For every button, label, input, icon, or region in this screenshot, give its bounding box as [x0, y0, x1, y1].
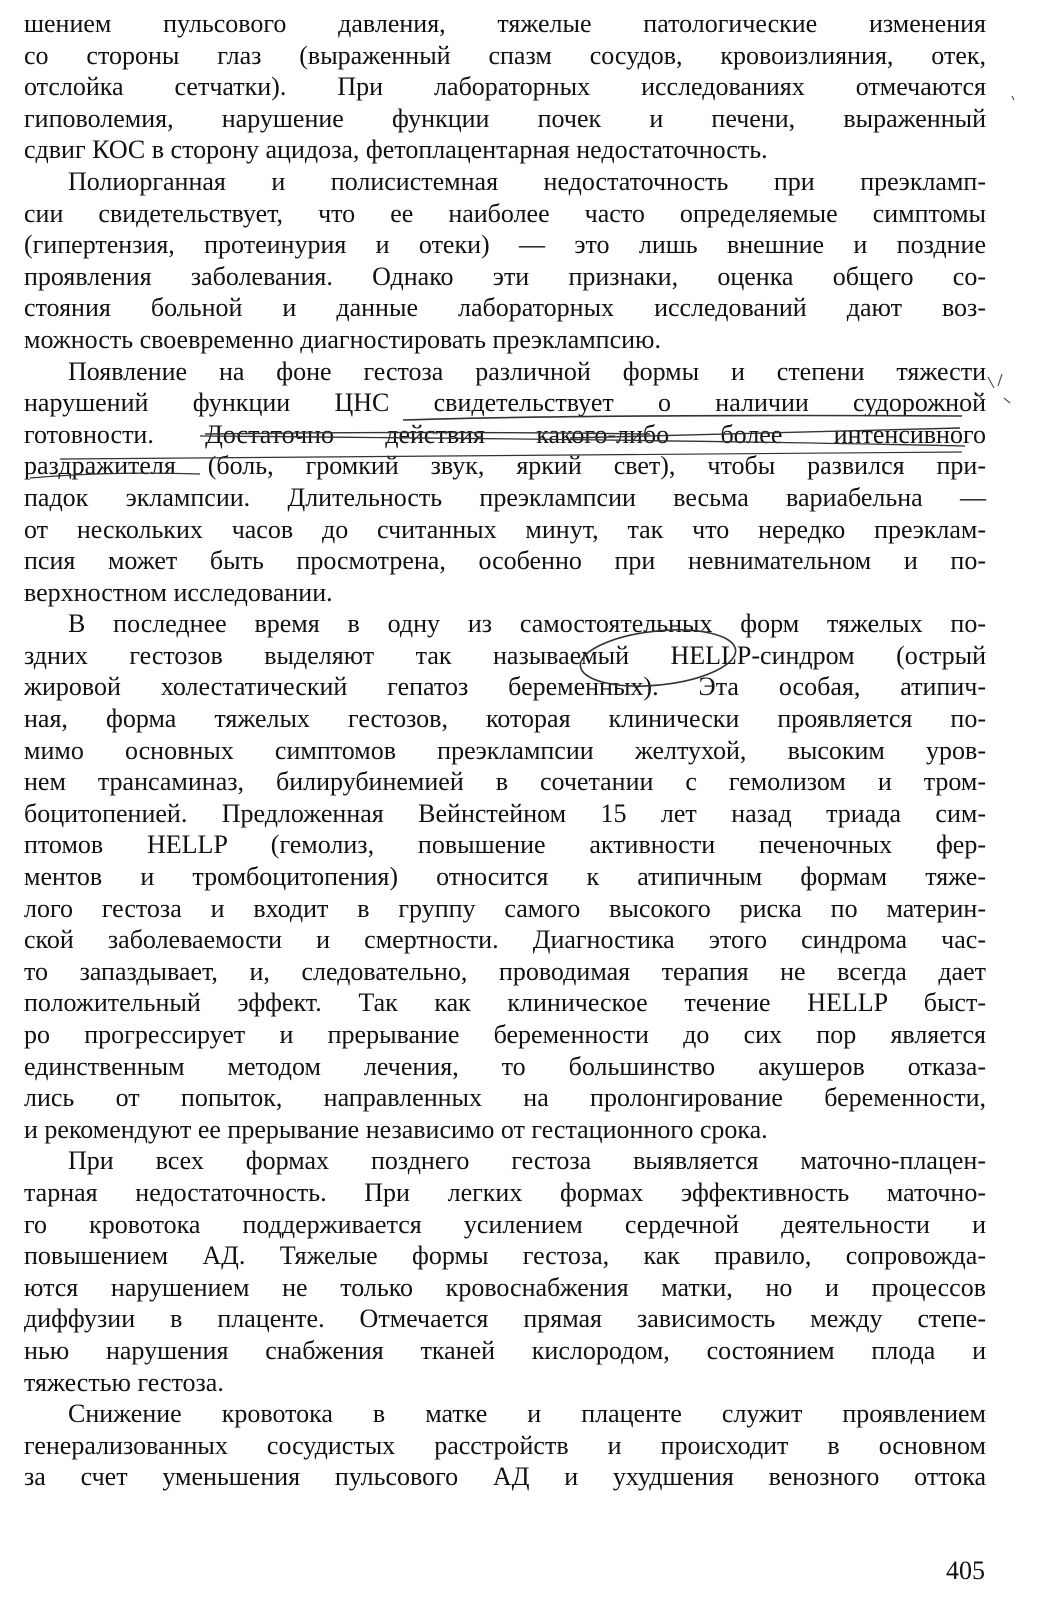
- text-line: жировой холестатический гепатоз беременных). Эта особая, атипич-: [24, 672, 986, 702]
- paragraph: [24, 356, 986, 609]
- text-line: тяжестью гестоза.: [24, 1367, 224, 1397]
- text-line: (гипертензия, протеинурия и отеки) — это лишь внешние и поздние: [24, 230, 986, 260]
- page-body: [24, 8, 986, 1493]
- text-line: за счет уменьшения пульсового АД и ухудшения венозного оттока: [24, 1462, 986, 1492]
- text-line: Полиорганная и полисистемная недостаточность при преэкламп-: [68, 166, 986, 196]
- text-line: проявления заболевания. Однако эти признаки, оценка общего со-: [24, 261, 986, 291]
- text-line: птомов HELLP (гемолиз, повышение активности печеночных фер-: [24, 830, 986, 860]
- text-line: лись от попыток, направленных на пролонгирование беременности,: [24, 1083, 986, 1113]
- text-line: раздражителя (боль, громкий звук, яркий свет), чтобы развился при-: [24, 451, 986, 481]
- text-line: верхностном исследовании.: [24, 577, 333, 607]
- text-line: Снижение кровотока в матке и плаценте служит проявлением: [68, 1399, 986, 1429]
- text-line: стояния больной и данные лабораторных исследований дают воз-: [24, 293, 986, 323]
- text-line: со стороны глаз (выраженный спазм сосудов, кровоизлияния, отек,: [24, 40, 986, 70]
- text-line: отслойка сетчатки). При лабораторных исследованиях отмечаются: [24, 72, 986, 102]
- text-line: ро прогрессирует и прерывание беременности до сих пор является: [24, 1020, 986, 1049]
- text-line: тарная недостаточность. При легких формах эффективность маточно-: [24, 1177, 986, 1207]
- pen-mark-tick: [988, 374, 1002, 388]
- paragraph: [24, 166, 986, 356]
- paragraph: [24, 8, 986, 166]
- page-number: 405: [946, 1556, 985, 1585]
- text-line: повышением АД. Тяжелые формы гестоза, как правило, сопровожда-: [24, 1241, 986, 1271]
- text-line: боцитопенией. Предложенная Вейнстейном 15 лет назад триада сим-: [24, 798, 986, 828]
- text-line: В последнее время в одну из самостоятельных форм тяжелых по-: [68, 609, 986, 639]
- text-line: диффузии в плаценте. Отмечается прямая зависимость между степе-: [24, 1304, 986, 1334]
- text-line: мимо основных симптомов преэклампсии желтухой, высоким уров-: [24, 735, 986, 765]
- paragraph: [24, 1145, 986, 1398]
- text-line: шением пульсового давления, тяжелые патологические изменения: [24, 9, 986, 38]
- text-line: и рекомендуют ее прерывание независимо от гестационного срока.: [24, 1114, 768, 1144]
- text-line: гиповолемия, нарушение функции почек и печени, выраженный: [24, 103, 986, 133]
- text-line: от нескольких часов до считанных минут, так что нередко преэклам-: [24, 514, 986, 544]
- text-line: При всех формах позднего гестоза выявляется маточно-плацен-: [68, 1146, 986, 1176]
- text-line: нью нарушения снабжения тканей кислородом, состоянием плода и: [24, 1335, 986, 1365]
- text-line: псия может быть просмотрена, особенно при невнимательном и по-: [24, 546, 986, 576]
- text-line: Появление на фоне гестоза различной формы и степени тяжести: [68, 356, 986, 386]
- text-line: лого гестоза и входит в группу самого высокого риска по материн-: [24, 893, 986, 923]
- text-line: можность своевременно диагностировать преэклампсию.: [24, 324, 661, 354]
- text-line: сии свидетельствует, что ее наиболее часто определяемые симптомы: [24, 198, 986, 228]
- text-line: ная, форма тяжелых гестозов, которая клинически проявляется по-: [24, 704, 986, 734]
- text-line: генерализованных сосудистых расстройств и происходит в основном: [24, 1430, 986, 1460]
- text-line: ментов и тромбоцитопения) относится к атипичным формам тяже-: [24, 862, 986, 892]
- text-line: го кровотока поддерживается усилением сердечной деятельности и: [24, 1209, 986, 1239]
- pen-mark-tick: [1012, 96, 1014, 100]
- text-line: сдвиг КОС в сторону ацидоза, фетоплацентарная недостаточность.: [24, 135, 768, 165]
- paragraph: [24, 1398, 986, 1493]
- text-line: то запаздывает, и, следовательно, проводимая терапия не всегда дает: [24, 956, 986, 986]
- text-line: ской заболеваемости и смертности. Диагностика этого синдрома час-: [24, 925, 986, 955]
- text-line: положительный эффект. Так как клиническое течение HELLP быст-: [24, 988, 986, 1018]
- text-line: готовности. Достаточно действия какого-либо более интенсивного: [24, 419, 986, 449]
- text-line: нарушений функции ЦНС свидетельствует о наличии судорожной: [24, 388, 986, 418]
- text-line: нем трансаминаз, билирубинемией в сочетании с гемолизом и тром-: [24, 767, 986, 797]
- text-line: ются нарушением не только кровоснабжения матки, но и процессов: [24, 1272, 986, 1302]
- text-line: единственным методом лечения, то большинство акушеров отказа-: [24, 1051, 986, 1081]
- paragraph: [24, 608, 986, 1145]
- text-line: здних гестозов выделяют так называемый HELLP-синдром (острый: [24, 640, 986, 670]
- text-line: падок эклампсии. Длительность преэклампсии весьма вариабельна —: [24, 482, 986, 512]
